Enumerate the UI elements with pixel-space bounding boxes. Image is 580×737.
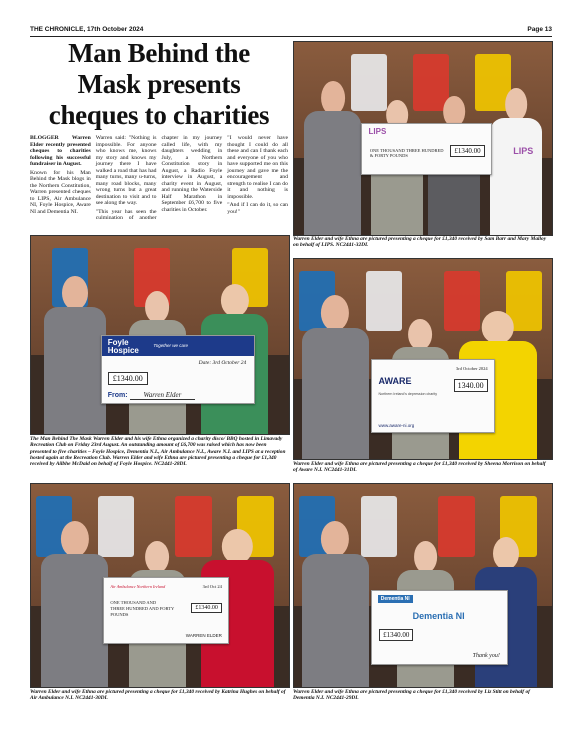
cheque-date: Date: 3rd October 24 <box>198 360 247 367</box>
aware-subtitle: Northern Ireland's depression charity <box>378 391 438 396</box>
cheque-aware <box>371 359 494 433</box>
air-ambulance-bank: Air Ambulance Northern Ireland <box>110 583 166 589</box>
cheque-date: 3rd Oct 24 <box>202 583 222 589</box>
logo-line: Foyle <box>107 337 129 347</box>
header-rule <box>30 36 552 37</box>
page-number: Page 13 <box>527 26 552 33</box>
amount-words-line: ONE THOUSAND AND <box>110 600 157 606</box>
caption-dementia-ni: Warren Elder and wife Ethna are pictured presenting a cheque for £1,340 received by Liz Stitt on behalf of Dementia N.I. NC2441-29DL <box>293 689 530 702</box>
dementia-ni-logo: Dementia NI <box>378 595 413 603</box>
article-paragraph: "I would never have thought I could do all these and can I thank each and everyone of you who have supported me on this journey and gave me the encouragement and strength to realise I can do it and nothing is impossible. <box>227 135 288 200</box>
cheque-amount-words: ONE THOUSAND THREE HUNDRED & FORTY POUNDS <box>369 148 444 159</box>
cheque-amount: £1340.00 <box>379 629 413 641</box>
article-paragraph: Warren said: "Nothing is impossible. For anyone who knows me, knows my story and knows my journey there I have walked a road that has had many turns, many u-turns, many road blocks, many wrong turns but a great destination to visit and to see along the way. <box>95 135 157 206</box>
cheque-amount: £1340.00 <box>191 603 222 613</box>
cheque-foyle-hospice <box>101 335 255 404</box>
lips-logo: LIPS <box>368 127 387 137</box>
photo-aware <box>293 258 553 460</box>
caption-foyle-hospice: The Man Behind The Mask Warren Elder and his wife Ethna organized a charity disco/ BBQ hosted in Limavady Recreation Club on Friday 23rd August. An outstanding amount of £6,700 was raised which has now been presented to five charities – Foyle Hospice, Dementia N.I., Air Ambulance N.I., Aware N.I. and LIPS at a reception hosted again at the Recreation Club. Warren Elder and wife Ethna are pictured presenting a cheque for £1,340 received by Ailbhe McDaid on behalf of Foyle Hospice. NC2441-28DL <box>30 436 286 468</box>
page-header <box>30 24 552 36</box>
headline-line: cheques to charities <box>48 100 270 130</box>
cheque-lips <box>361 123 492 175</box>
article-paragraph: Known for his Man Behind the Mask blogs in the Northern Constitution, Warren presented cheques to LIPS, Air Ambulance NI, Foyle Hospice, Aware NI and Dementia NI. <box>30 169 91 215</box>
cheque-dementia-ni <box>371 590 507 665</box>
caption-aware: Warren Elder and wife Ethna are pictured presenting a cheque for £1,340 received by Sheena Morrison on behalf of Aware N.I. NC2441-31DL <box>293 461 546 474</box>
cheque-amount: £1340.00 <box>450 145 484 157</box>
cheque-thank-you: Thank you! <box>472 653 500 660</box>
photo-air-ambulance <box>30 483 290 688</box>
cheque-amount: £1340.00 <box>108 372 148 385</box>
foyle-hospice-logo <box>108 339 139 355</box>
publication-date: THE CHRONICLE, 17th October 2024 <box>30 26 144 33</box>
article-paragraph: "This year has seen the culmination of another chapter in my journey called life, with my daughters wedding in July, a Northern Constitution story in August, a Radio Foyle interview in August, a charity event in August, and running the Waterside Half Marathon in September £6,700 to five charities in October. <box>95 135 223 221</box>
article-body <box>30 135 288 230</box>
photo-foyle-hospice <box>30 235 290 435</box>
headline <box>30 38 288 131</box>
cheque-amount: 1340.00 <box>454 379 488 392</box>
cheque-date: 3rd October 2024 <box>455 365 488 371</box>
cheque-payer: WARREN ELDER <box>185 633 222 639</box>
headline-line: Man Behind the <box>68 38 250 68</box>
foyle-tagline: Together we care <box>153 342 189 348</box>
photo-dementia-ni <box>293 483 553 688</box>
lips-shirt-text: LIPS <box>513 146 534 157</box>
article-paragraph: "And if I can do it, so can you!" <box>227 202 288 215</box>
amount-words-line: THREE HUNDRED AND FORTY POUNDS <box>110 606 175 618</box>
cheque-title: Dementia NI <box>412 611 465 621</box>
headline-line: Mask presents <box>77 69 241 99</box>
cheque-from-label: From: <box>107 392 128 400</box>
article-lead: BLOGGER Warren Elder recently presented cheques to charities following his successful fundraiser in August. <box>30 135 91 167</box>
cheque-air-ambulance <box>103 577 229 644</box>
photo-lips <box>293 41 553 236</box>
cheque-from-value: Warren Elder <box>130 391 196 400</box>
aware-url: www.aware-ni.org <box>378 422 415 428</box>
cheque-amount-words <box>110 600 184 618</box>
logo-line: Hospice <box>107 345 139 355</box>
aware-logo: AWARE <box>378 375 412 386</box>
caption-lips: Warren Elder and wife Ethna are pictured presenting a cheque for £1,340 received by Sam Barr and Mary Malloy on behalf of LIPS. NC2441-32DL <box>293 236 547 249</box>
caption-air-ambulance: Warren Elder and wife Ethna are pictured presenting a cheque for £1,340 received by Katrina Hughes on behalf of Air Ambulance N.I. NC2441-30DL <box>30 689 286 702</box>
